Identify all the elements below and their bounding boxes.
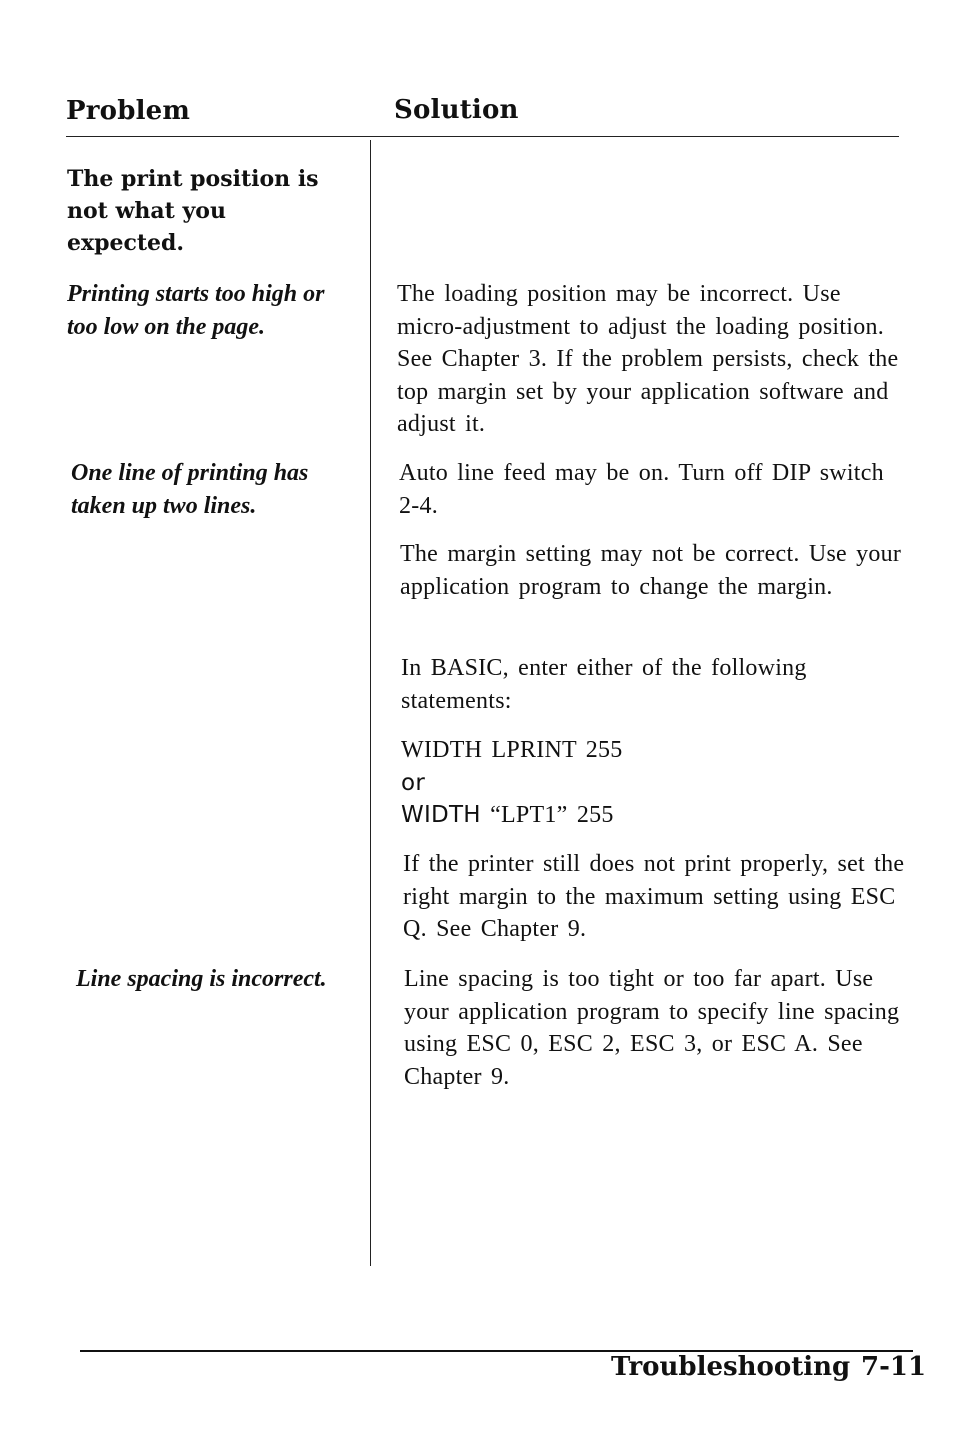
solution-auto-line-feed: Auto line feed may be on. Turn off DIP switch 2-4. bbox=[399, 460, 884, 519]
page-number: 7-11 bbox=[861, 1352, 927, 1382]
problem-line-spacing: Line spacing is incorrect. bbox=[76, 966, 327, 992]
solution-basic-statements: In BASIC, enter either of the following statements: bbox=[401, 655, 807, 714]
code-line-width-lpt1 bbox=[401, 799, 905, 832]
main-problem-heading: The print position is not what you expected. bbox=[67, 166, 319, 256]
code-lpt1-args: “LPT1” 255 bbox=[490, 802, 614, 828]
solution-margin-setting: The margin setting may not be correct. Use your application program to change the margin. bbox=[400, 541, 902, 600]
footer-section-title: Troubleshooting bbox=[611, 1352, 851, 1382]
solution-loading-position: The loading position may be incorrect. Use micro-adjustment to adjust the loading position. See Chapter 3. If the problem persists, check the top margin set by your application software and adjust it. bbox=[397, 281, 899, 437]
basic-code-block bbox=[401, 734, 905, 832]
solution-column-header: Solution bbox=[394, 95, 519, 125]
header-rule bbox=[66, 136, 899, 137]
problem-one-line-two-lines: One line of printing has taken up two lines. bbox=[71, 460, 309, 519]
code-or: or bbox=[401, 769, 426, 796]
column-divider bbox=[370, 140, 371, 1266]
solution-line-spacing: Line spacing is too tight or too far apart. Use your application program to specify line spacing using ESC 0, ESC 2, ESC 3, or ESC A. See Chapter 9. bbox=[404, 966, 900, 1090]
solution-right-margin: If the printer still does not print properly, set the right margin to the maximum setting using ESC Q. See Chapter 9. bbox=[403, 851, 905, 942]
problem-column-header: Problem bbox=[66, 96, 191, 126]
code-width-keyword: WIDTH bbox=[401, 802, 481, 828]
problem-printing-starts: Printing starts too high or too low on the page. bbox=[67, 281, 325, 340]
code-line-width-lprint: WIDTH LPRINT 255 bbox=[401, 737, 623, 763]
